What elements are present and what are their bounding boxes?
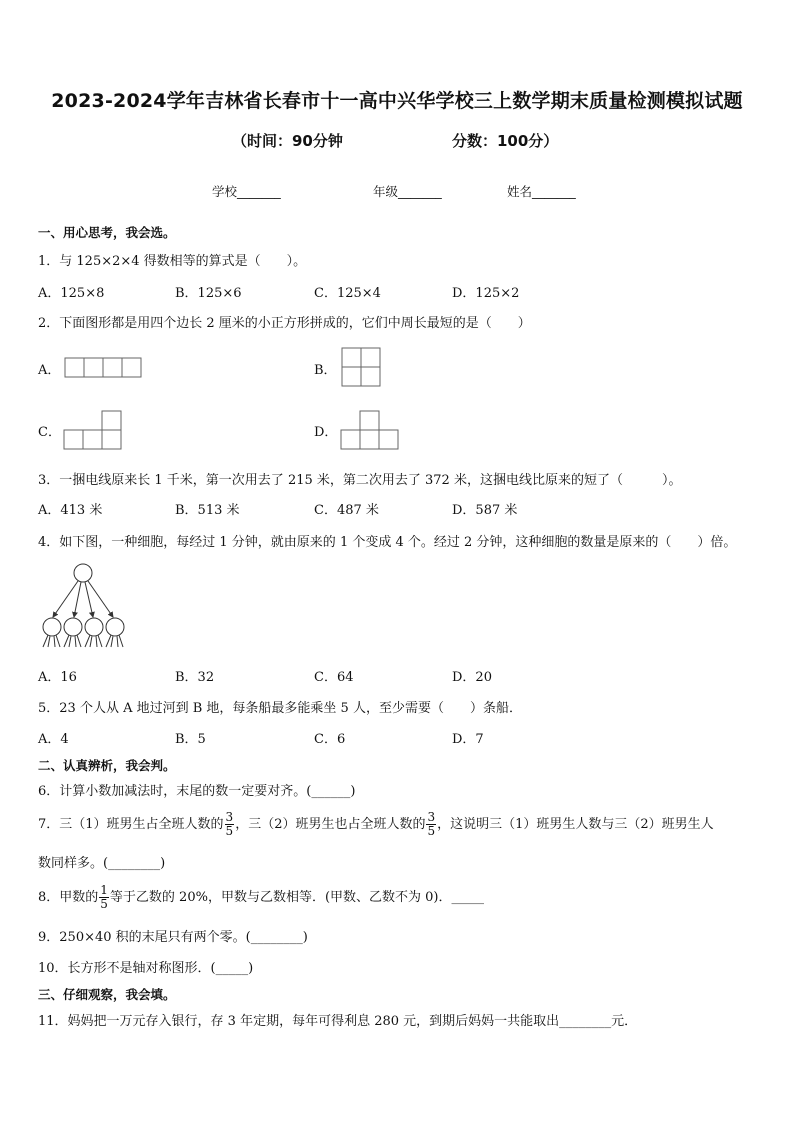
fraction-denominator: 5 [427,824,436,838]
exam-time: （时间：90分钟 [232,132,343,150]
section-heading-1: 一、用心思考，我会选。 [38,225,176,240]
q4-option-c: C．64 [314,670,354,685]
q3-option-a: A．413 米 [38,503,103,518]
q2-option-c: C． [38,425,61,440]
q5-option-b: B．5 [175,732,206,747]
fraction-numerator: 1 [100,883,108,897]
school-field: 学校_______ [212,184,281,199]
q4-option-b: B．32 [175,670,215,685]
q1-option-d: D．125×2 [452,286,520,301]
grade-field: 年级_______ [373,184,442,199]
question-9: 9．250×40 积的末尾只有两个零。(________) [38,930,308,945]
q3-option-d: D．587 米 [452,503,518,518]
question-7 [38,805,714,845]
q5-option-d: D．7 [452,732,484,747]
shape-c-figure [63,410,125,452]
q7-fraction-2 [426,811,436,838]
fraction-numerator: 3 [427,810,436,824]
question-6: 6．计算小数加减法时，末尾的数一定要对齐。(______) [38,784,356,799]
question-8 [38,878,484,918]
cell-division-diagram [38,562,130,652]
q8-text-start: 8．甲数的 [38,890,99,905]
q5-option-a: A．4 [38,732,69,747]
q7-text-middle: ，三（2）班男生也占全班人数的 [235,817,426,832]
exam-score: 分数：100分） [452,132,559,150]
name-field: 姓名_______ [507,184,576,199]
q2-option-d: D． [314,425,338,440]
q2-option-a: A． [38,363,61,378]
q8-text-end: 等于乙数的 20%，甲数与乙数相等．(甲数、乙数不为 0)．_____ [109,890,484,905]
section-heading-2: 二、认真辨析，我会判。 [38,758,176,773]
q7-fraction-1 [225,811,235,838]
fraction-denominator: 5 [100,897,108,911]
shape-b-figure [341,347,383,389]
q1-option-a: A．125×8 [38,286,105,301]
q4-option-d: D．20 [452,670,492,685]
q3-option-b: B．513 米 [175,503,240,518]
question-11: 11．妈妈把一万元存入银行，存 3 年定期，每年可得利息 280 元，到期后妈妈一共能取出________元． [38,1014,638,1029]
q1-option-c: C．125×4 [314,286,381,301]
question-1: 1．与 125×2×4 得数相等的算式是（ ）。 [38,254,307,269]
q7-text-start: 7．三（1）班男生占全班人数的 [38,817,224,832]
shape-a-figure [64,357,144,379]
page-title: 2023-2024学年吉林省长春市十一高中兴华学校三上数学期末质量检测模拟试题 [51,90,743,112]
q7-text-end: ，这说明三（1）班男生人数与三（2）班男生人 [437,817,714,832]
question-2: 2．下面图形都是用四个边长 2 厘米的小正方形拼成的，它们中周长最短的是（ ） [38,316,531,331]
question-3: 3．一捆电线原来长 1 千米，第一次用去了 215 米，第二次用去了 372 米，这捆电线比原来的短了（ ）。 [38,473,682,488]
section-heading-3: 三、仔细观察，我会填。 [38,987,176,1002]
q4-option-a: A．16 [38,670,77,685]
q5-option-c: C．6 [314,732,346,747]
question-5: 5．23 个人从 A 地过河到 B 地，每条船最多能乘坐 5 人，至少需要（ ）条船． [38,701,522,716]
shape-d-figure [340,410,402,452]
question-10: 10．长方形不是轴对称图形．(_____) [38,961,254,976]
fraction-numerator: 3 [225,810,234,824]
q8-fraction [99,884,109,911]
q1-option-b: B．125×6 [175,286,242,301]
fraction-denominator: 5 [225,824,234,838]
question-4: 4．如下图，一种细胞，每经过 1 分钟，就由原来的 1 个变成 4 个。经过 2 分钟，这种细胞的数量是原来的（ ）倍。 [38,535,737,550]
q3-option-c: C．487 米 [314,503,379,518]
q2-option-b: B． [314,363,337,378]
question-7-line-2: 数同样多。(________) [38,856,166,871]
